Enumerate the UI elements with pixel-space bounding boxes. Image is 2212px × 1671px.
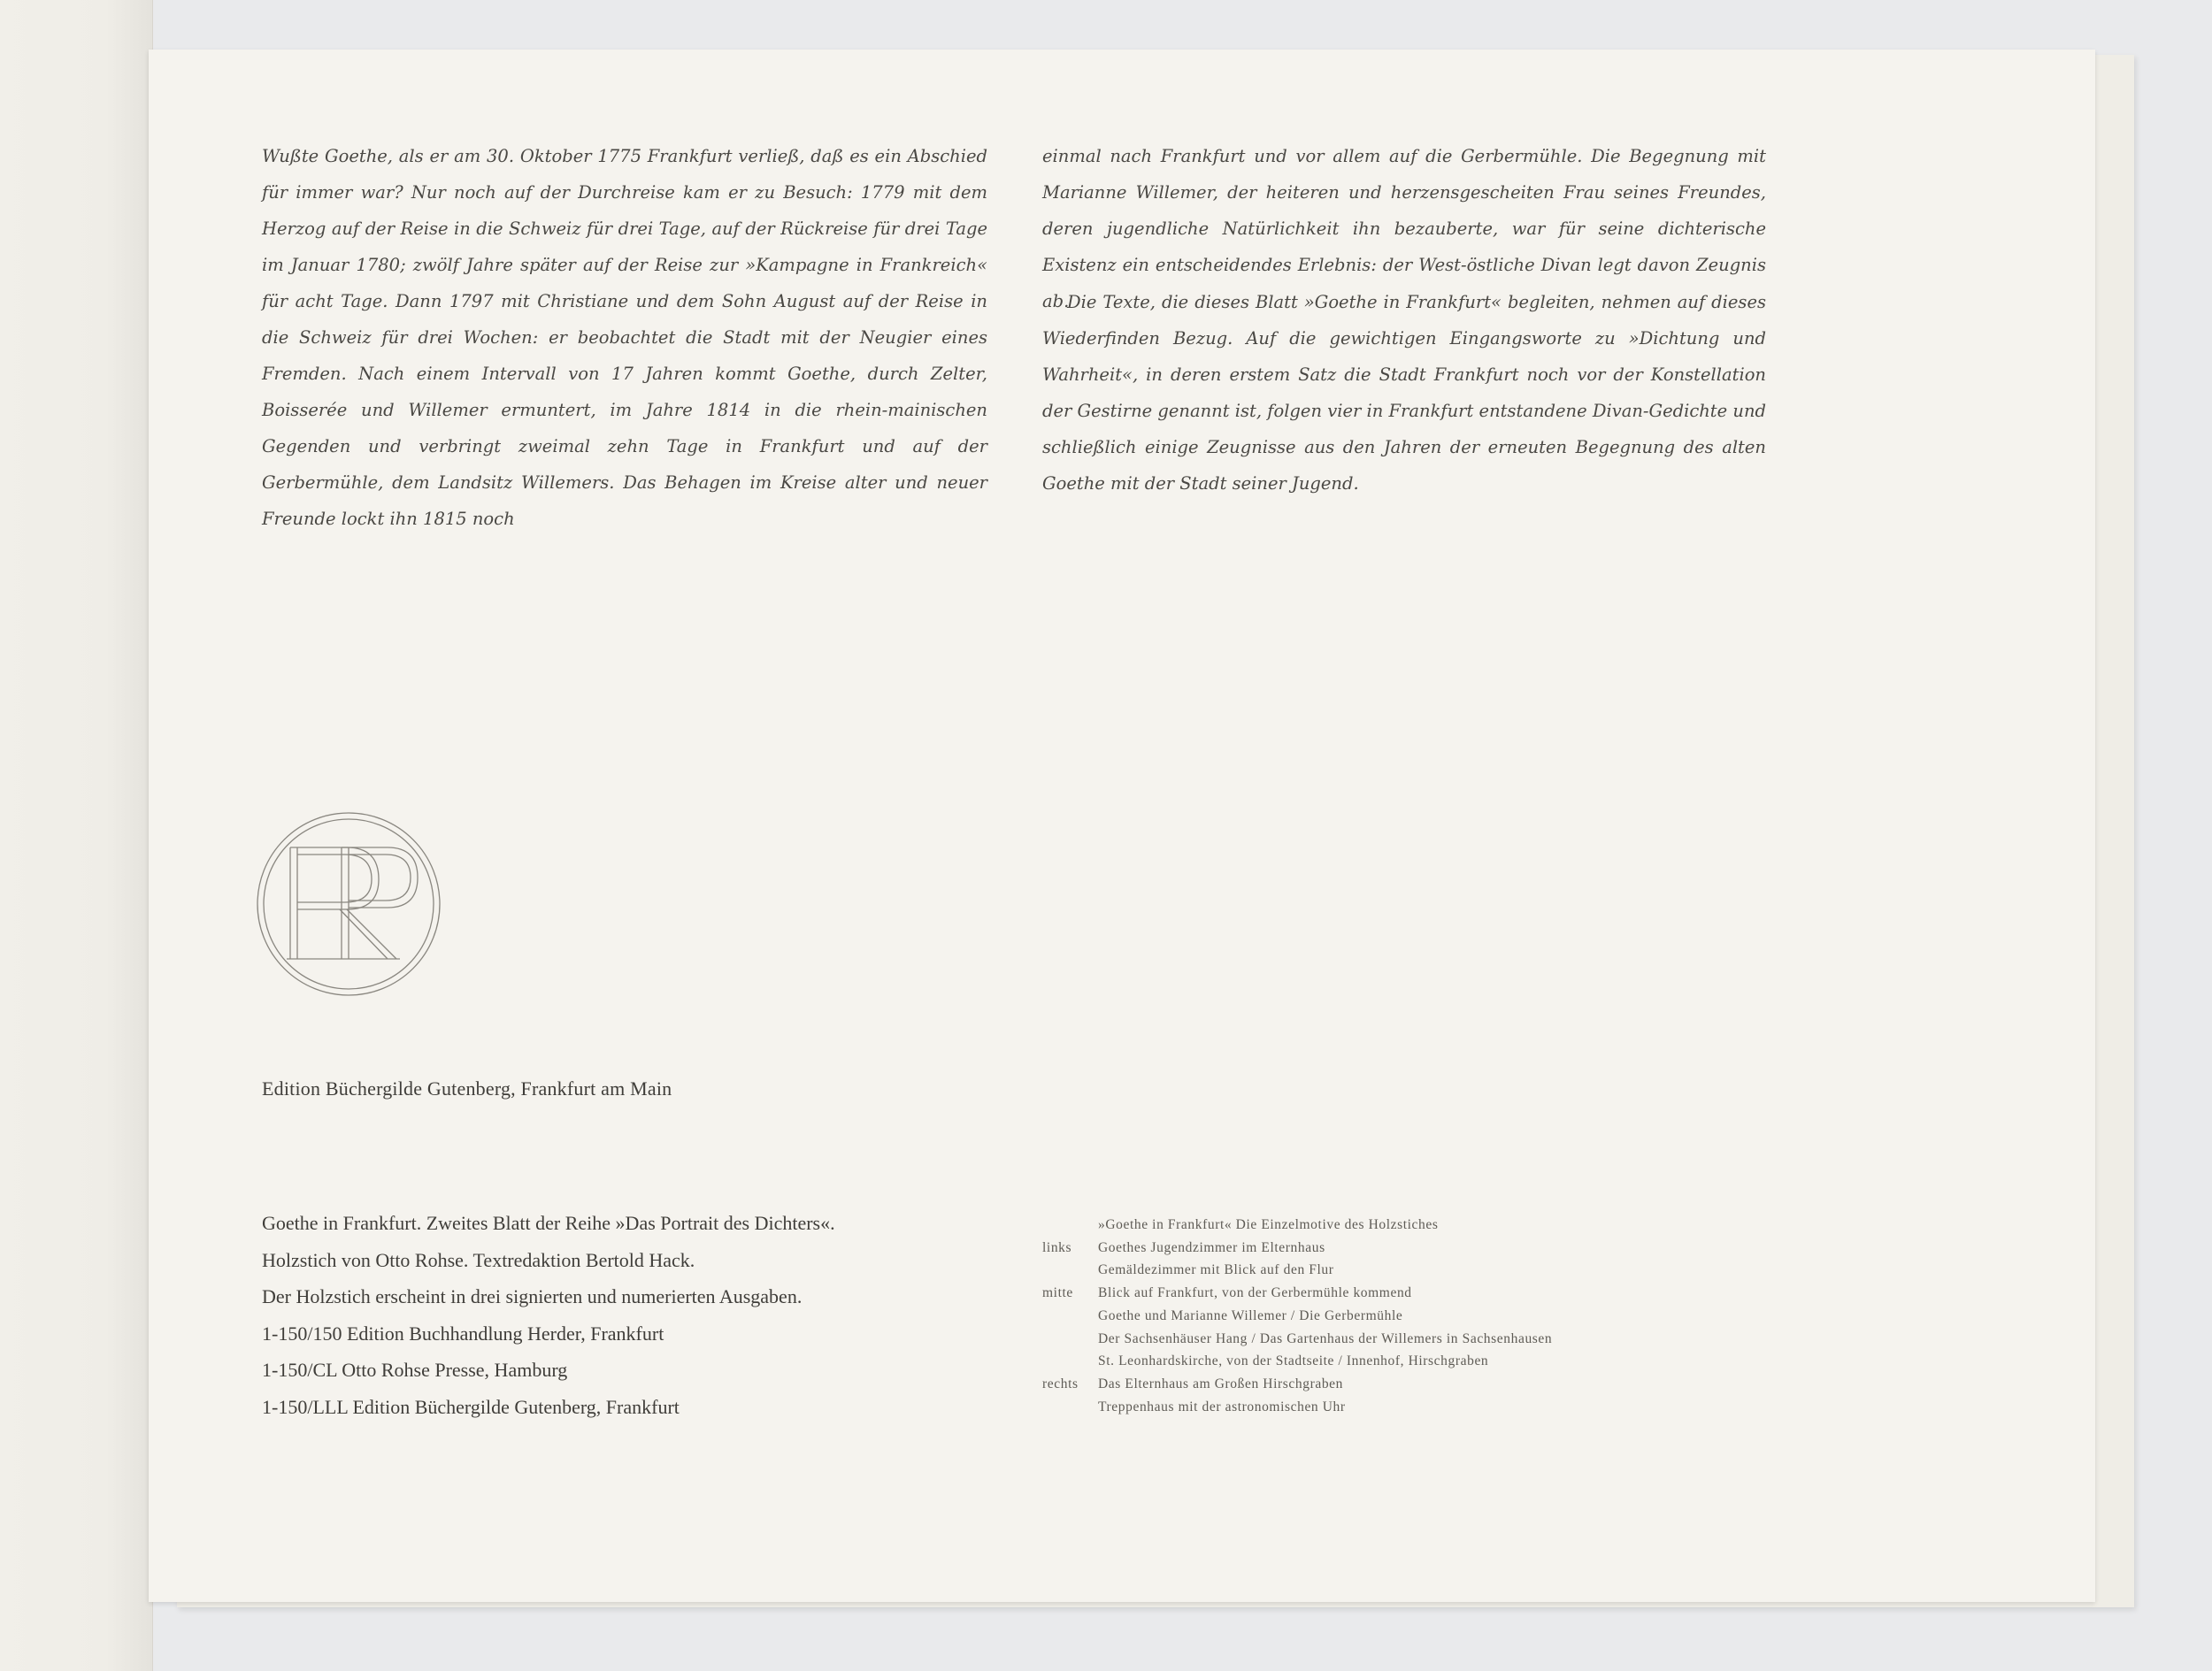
intro-paragraph-1: Wußte Goethe, als er am 30. Oktober 1775 Frankfurt verließ, daß es ein Abschied für immer war? Nur noch auf der Durchreise kam er zu Besuch: 1779 mit dem Herzog auf der Reise in die Schweiz für drei Tage, auf der Rückreise für drei Tage im Januar 1780; zwölf Jahre später auf der Reise zur »Kampagne in Frankreich« für acht Tage. Dann 1797 mit Christiane und dem Sohn August auf der Reise in die Schweiz für drei Wochen: er beobachtet die Stadt mit der Neugier eines Fremden. Nach einem Intervall von 17 Jahren kommt Goethe, durch Zelter, Boisserée und Willemer ermuntert, im Jahre 1814 in die rhein-mainischen Gegenden und verbringt zweimal zehn Tage in Frankfurt und auf der Gerbermühle, dem Landsitz Willemers. Das Behagen im Kreise alter und neuer Freunde lockt ihn 1815 noch	[262, 146, 987, 529]
motif-text: Der Sachsenhäuser Hang / Das Gartenhaus der Willemers in Sachsenhausen	[1098, 1330, 1553, 1346]
colophon-line: Holzstich von Otto Rohse. Textredaktion Bertold Hack.	[262, 1248, 695, 1271]
colophon-line: Der Holzstich erscheint in drei signierten und numerierten Ausgaben.	[262, 1285, 803, 1307]
motif-item	[1042, 1305, 1839, 1328]
motif-text: St. Leonhardskirche, von der Stadtseite / Innenhof, Hirschgraben	[1098, 1353, 1489, 1369]
motif-item	[1042, 1214, 1839, 1237]
colophon-line: 1-150/150 Edition Buchhandlung Herder, Frankfurt	[262, 1322, 664, 1345]
rp-monogram-logo	[255, 810, 442, 998]
colophon-line: 1-150/CL Otto Rohse Presse, Hamburg	[262, 1359, 568, 1381]
motif-text: Das Elternhaus am Großen Hirschgraben	[1098, 1376, 1344, 1391]
motif-item	[1042, 1373, 1839, 1396]
motif-position: rechts	[1042, 1376, 1079, 1391]
motif-text: Gemäldezimmer mit Blick auf den Flur	[1098, 1262, 1334, 1278]
motif-item	[1042, 1350, 1839, 1373]
motif-text: Blick auf Frankfurt, von der Gerbermühle kommend	[1098, 1285, 1412, 1301]
motif-item	[1042, 1328, 1839, 1351]
motif-position	[1042, 1259, 1098, 1282]
motif-item	[1042, 1259, 1839, 1282]
motif-position	[1042, 1350, 1098, 1373]
motif-item	[1042, 1237, 1839, 1260]
colophon-line: 1-150/LLL Edition Büchergilde Gutenberg, Frankfurt	[262, 1395, 680, 1418]
motif-item	[1042, 1396, 1839, 1419]
motif-text: »Goethe in Frankfurt« Die Einzelmotive des Holzstiches	[1098, 1217, 1439, 1232]
motif-list	[1042, 1214, 1839, 1418]
colophon	[262, 1205, 1014, 1425]
motif-item	[1042, 1282, 1839, 1305]
colophon-line: Goethe in Frankfurt. Zweites Blatt der Reihe »Das Portrait des Dichters«.	[262, 1212, 835, 1234]
publisher-line: Edition Büchergilde Gutenberg, Frankfurt am Main	[262, 1077, 672, 1100]
motif-position: mitte	[1042, 1285, 1073, 1301]
motif-position	[1042, 1396, 1098, 1419]
motif-position	[1042, 1328, 1098, 1351]
motif-position	[1042, 1305, 1098, 1328]
motif-text: Goethes Jugendzimmer im Elternhaus	[1098, 1239, 1325, 1255]
intro-paragraph-3: Die Texte, die dieses Blatt »Goethe in Frankfurt« begleiten, nehmen auf dieses Wiederfinden Bezug. Auf die gewichtigen Eingangsworte zu »Dichtung und Wahrheit«, in deren erstem Satz die Stadt Frankfurt noch vor der Konstellation der Gestirne genannt ist, folgen vier in Frankfurt entstandene Divan-Gedichte und schließlich einige Zeugnisse aus den Jahren der erneuten Begegnung des alten Goethe mit der Stadt seiner Jugend.	[1042, 292, 1766, 494]
motif-text: Treppenhaus mit der astronomischen Uhr	[1098, 1399, 1346, 1414]
motif-position	[1042, 1214, 1098, 1237]
intro-paragraph-2: einmal nach Frankfurt und vor allem auf die Gerbermühle. Die Begegnung mit Marianne Willemer, der heiteren und herzensgescheiten Frau seines Freundes, deren jugendliche Natürlichkeit ihn bezauberte, war für seine dichterische Existenz ein entscheidendes Erlebnis: der West-östliche Divan legt davon Zeugnis ab.	[1042, 146, 1766, 311]
motif-position: links	[1042, 1239, 1072, 1255]
motif-text: Goethe und Marianne Willemer / Die Gerbermühle	[1098, 1307, 1403, 1323]
left-page	[0, 0, 153, 1671]
